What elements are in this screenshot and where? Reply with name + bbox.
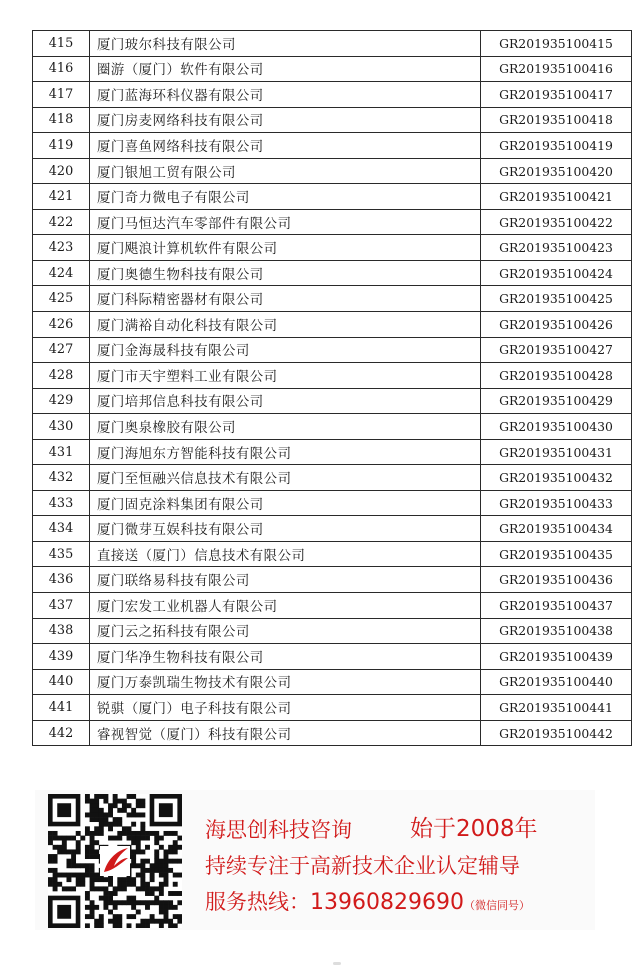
table-row (33, 158, 632, 184)
row-number: 430 (33, 414, 90, 440)
ad-company-name: 海思创科技咨询 (205, 818, 352, 842)
row-number: 425 (33, 286, 90, 312)
ad-line-company (205, 814, 538, 844)
company-name: 厦门微芽互娱科技有限公司 (90, 516, 481, 542)
company-name: 厦门飓浪计算机软件有限公司 (90, 235, 481, 261)
row-number: 417 (33, 82, 90, 108)
company-name: 厦门满裕自动化科技有限公司 (90, 312, 481, 338)
certificate-code: GR201935100438 (481, 618, 632, 644)
row-number: 420 (33, 158, 90, 184)
company-name: 厦门海旭东方智能科技有限公司 (90, 439, 481, 465)
certificate-code: GR201935100427 (481, 337, 632, 363)
row-number: 422 (33, 209, 90, 235)
company-name: 厦门玻尔科技有限公司 (90, 31, 481, 57)
ad-hotline-phone[interactable]: 13960829690 (310, 890, 464, 915)
certificate-code: GR201935100419 (481, 133, 632, 159)
company-name: 厦门培邦信息科技有限公司 (90, 388, 481, 414)
table-row (33, 56, 632, 82)
certificate-code: GR201935100442 (481, 720, 632, 746)
company-table-container (32, 30, 632, 746)
certificate-code: GR201935100433 (481, 490, 632, 516)
company-name: 厦门宏发工业机器人有限公司 (90, 593, 481, 619)
ad-text-block (205, 814, 538, 916)
table-row (33, 490, 632, 516)
company-name: 厦门房麦网络科技有限公司 (90, 107, 481, 133)
row-number: 432 (33, 465, 90, 491)
company-name: 厦门市天宇塑料工业有限公司 (90, 363, 481, 389)
ad-hotline-label: 服务热线： (205, 890, 310, 914)
company-name: 厦门云之拓科技有限公司 (90, 618, 481, 644)
certificate-code: GR201935100421 (481, 184, 632, 210)
row-number: 421 (33, 184, 90, 210)
row-number: 441 (33, 695, 90, 721)
company-name: 厦门固克涂料集团有限公司 (90, 490, 481, 516)
row-number: 418 (33, 107, 90, 133)
row-number: 431 (33, 439, 90, 465)
table-row (33, 695, 632, 721)
certificate-code: GR201935100418 (481, 107, 632, 133)
row-number: 416 (33, 56, 90, 82)
certificate-code: GR201935100420 (481, 158, 632, 184)
ad-line-slogan: 持续专注于高新技术企业认定辅导 (205, 854, 520, 878)
row-number: 424 (33, 260, 90, 286)
table-row (33, 618, 632, 644)
company-name: 厦门科际精密器材有限公司 (90, 286, 481, 312)
table-row (33, 439, 632, 465)
certificate-code: GR201935100436 (481, 567, 632, 593)
company-name: 直接送（厦门）信息技术有限公司 (90, 541, 481, 567)
table-row (33, 107, 632, 133)
company-name: 厦门奥泉橡胶有限公司 (90, 414, 481, 440)
qr-code-icon[interactable] (48, 794, 182, 928)
certificate-code: GR201935100440 (481, 669, 632, 695)
ad-since: 始于2008年 (410, 816, 538, 842)
row-number: 433 (33, 490, 90, 516)
certificate-code: GR201935100434 (481, 516, 632, 542)
row-number: 435 (33, 541, 90, 567)
company-name: 厦门奇力微电子有限公司 (90, 184, 481, 210)
company-name: 厦门喜鱼网络科技有限公司 (90, 133, 481, 159)
certificate-code: GR201935100441 (481, 695, 632, 721)
row-number: 436 (33, 567, 90, 593)
table-row (33, 465, 632, 491)
company-name: 锐骐（厦门）电子科技有限公司 (90, 695, 481, 721)
table-row (33, 312, 632, 338)
row-number: 434 (33, 516, 90, 542)
table-row (33, 541, 632, 567)
table-row (33, 31, 632, 57)
row-number: 437 (33, 593, 90, 619)
table-row (33, 669, 632, 695)
certificate-code: GR201935100426 (481, 312, 632, 338)
table-row (33, 414, 632, 440)
company-name: 厦门蓝海环科仪器有限公司 (90, 82, 481, 108)
table-row (33, 567, 632, 593)
ad-hotline-note: （微信同号） (463, 899, 530, 912)
company-name: 睿视智觉（厦门）科技有限公司 (90, 720, 481, 746)
table-row (33, 516, 632, 542)
row-number: 429 (33, 388, 90, 414)
row-number: 427 (33, 337, 90, 363)
company-name: 圈游（厦门）软件有限公司 (90, 56, 481, 82)
certificate-code: GR201935100431 (481, 439, 632, 465)
ad-line-hotline (205, 886, 530, 916)
certificate-code: GR201935100417 (481, 82, 632, 108)
certificate-code: GR201935100424 (481, 260, 632, 286)
table-row (33, 337, 632, 363)
certificate-code: GR201935100415 (481, 31, 632, 57)
table-row (33, 184, 632, 210)
table-row (33, 644, 632, 670)
company-name: 厦门奥德生物科技有限公司 (90, 260, 481, 286)
company-name: 厦门银旭工贸有限公司 (90, 158, 481, 184)
scroll-indicator (333, 962, 341, 965)
certificate-code: GR201935100428 (481, 363, 632, 389)
row-number: 440 (33, 669, 90, 695)
row-number: 438 (33, 618, 90, 644)
certificate-code: GR201935100416 (481, 56, 632, 82)
row-number: 423 (33, 235, 90, 261)
company-name: 厦门金海晟科技有限公司 (90, 337, 481, 363)
advertisement-banner (35, 790, 595, 930)
company-table-body (33, 31, 632, 746)
table-row (33, 388, 632, 414)
company-table (32, 30, 632, 746)
company-name: 厦门万泰凯瑞生物技术有限公司 (90, 669, 481, 695)
company-name: 厦门至恒融兴信息技术有限公司 (90, 465, 481, 491)
certificate-code: GR201935100439 (481, 644, 632, 670)
row-number: 439 (33, 644, 90, 670)
table-row (33, 209, 632, 235)
table-row (33, 593, 632, 619)
table-row (33, 82, 632, 108)
table-row (33, 286, 632, 312)
company-name: 厦门华净生物科技有限公司 (90, 644, 481, 670)
row-number: 419 (33, 133, 90, 159)
table-row (33, 363, 632, 389)
company-name: 厦门马恒达汽车零部件有限公司 (90, 209, 481, 235)
table-row (33, 260, 632, 286)
certificate-code: GR201935100430 (481, 414, 632, 440)
certificate-code: GR201935100425 (481, 286, 632, 312)
certificate-code: GR201935100429 (481, 388, 632, 414)
row-number: 426 (33, 312, 90, 338)
table-row (33, 720, 632, 746)
company-name: 厦门联络易科技有限公司 (90, 567, 481, 593)
certificate-code: GR201935100437 (481, 593, 632, 619)
certificate-code: GR201935100422 (481, 209, 632, 235)
row-number: 428 (33, 363, 90, 389)
certificate-code: GR201935100432 (481, 465, 632, 491)
row-number: 415 (33, 31, 90, 57)
row-number: 442 (33, 720, 90, 746)
table-row (33, 235, 632, 261)
certificate-code: GR201935100435 (481, 541, 632, 567)
table-row (33, 133, 632, 159)
certificate-code: GR201935100423 (481, 235, 632, 261)
